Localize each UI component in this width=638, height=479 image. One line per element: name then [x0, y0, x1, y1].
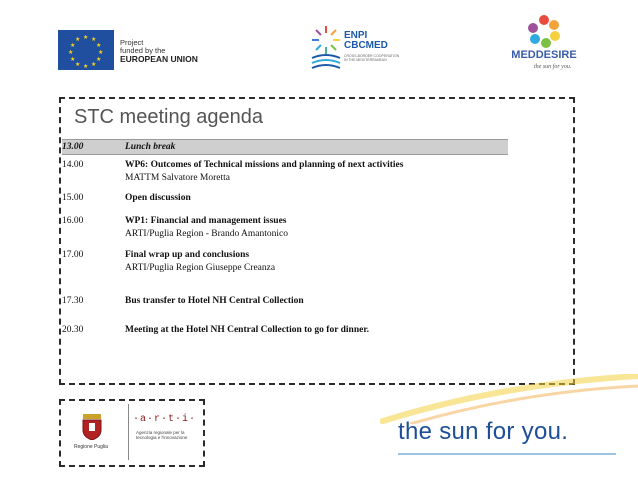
agenda-item: Final wrap up and conclusions: [125, 250, 250, 260]
enpi-sun-icon: [310, 24, 342, 72]
arti-logo-text: ·a·r·t·i·: [133, 414, 197, 425]
arti-description: Agenzia regionale per la tecnologia e l'innovazione: [136, 430, 188, 440]
eu-flag-icon: ★ ★ ★ ★ ★ ★ ★ ★ ★ ★ ★ ★: [58, 30, 114, 70]
agenda-presenter: ARTI/Puglia Region - Brando Amantonico: [125, 229, 289, 239]
agenda-title: STC meeting agenda: [74, 106, 264, 128]
agenda-presenter: MATTM Salvatore Moretta: [125, 173, 231, 183]
swoosh-decoration: [380, 374, 638, 424]
agenda-presenter: ARTI/Puglia Region Giuseppe Creanza: [125, 263, 276, 273]
med-desire-logo: [504, 14, 614, 76]
slogan-underline: [398, 453, 616, 455]
agenda-item: Bus transfer to Hotel NH Central Collection: [125, 296, 304, 306]
eu-line2: funded by the: [120, 46, 166, 55]
med-name-part1: MED: [511, 49, 536, 61]
eu-funding-text: [120, 39, 198, 63]
agenda-row: [62, 139, 508, 155]
enpi-line2: CBCMED: [344, 40, 388, 51]
agenda-item: WP6: Outcomes of Technical missions and planning of next activities: [125, 160, 404, 170]
eu-line1: Project: [120, 38, 144, 47]
regione-puglia-crest-icon: [81, 414, 103, 440]
enpi-cbcmed-logo: [310, 24, 402, 74]
enpi-line1: ENPI: [344, 30, 368, 41]
enpi-title: [344, 31, 388, 51]
med-name-part2: DESIRE: [535, 49, 577, 61]
eu-line3: EUROPEAN UNION: [120, 54, 198, 64]
enpi-small-text: CROSS-BORDER COOPERATION IN THE MEDITERRANEAN: [344, 54, 400, 62]
agenda-time: 17.30: [62, 296, 84, 306]
agenda-time: 20.30: [62, 325, 84, 335]
agenda-item: Meeting at the Hotel NH Central Collection to go for dinner.: [125, 325, 370, 335]
regione-puglia-label: Regione Puglia: [74, 444, 108, 450]
agenda-time: 17.00: [62, 250, 84, 260]
med-desire-name: [504, 49, 584, 61]
partner-divider: [128, 404, 129, 460]
med-tagline: the sun for you.: [534, 64, 572, 70]
agenda-time: 15.00: [62, 193, 84, 203]
agenda-time: 13.00: [62, 142, 84, 152]
agenda-item: WP1: Financial and management issues: [125, 216, 287, 226]
agenda-time: 14.00: [62, 160, 84, 170]
agenda-time: 16.00: [62, 216, 84, 226]
slogan: the sun for you.: [398, 418, 569, 445]
eu-logo: [58, 30, 218, 72]
agenda-item: Open discussion: [125, 193, 191, 203]
flower-icon: [524, 14, 564, 50]
agenda-item: Lunch break: [125, 142, 176, 152]
